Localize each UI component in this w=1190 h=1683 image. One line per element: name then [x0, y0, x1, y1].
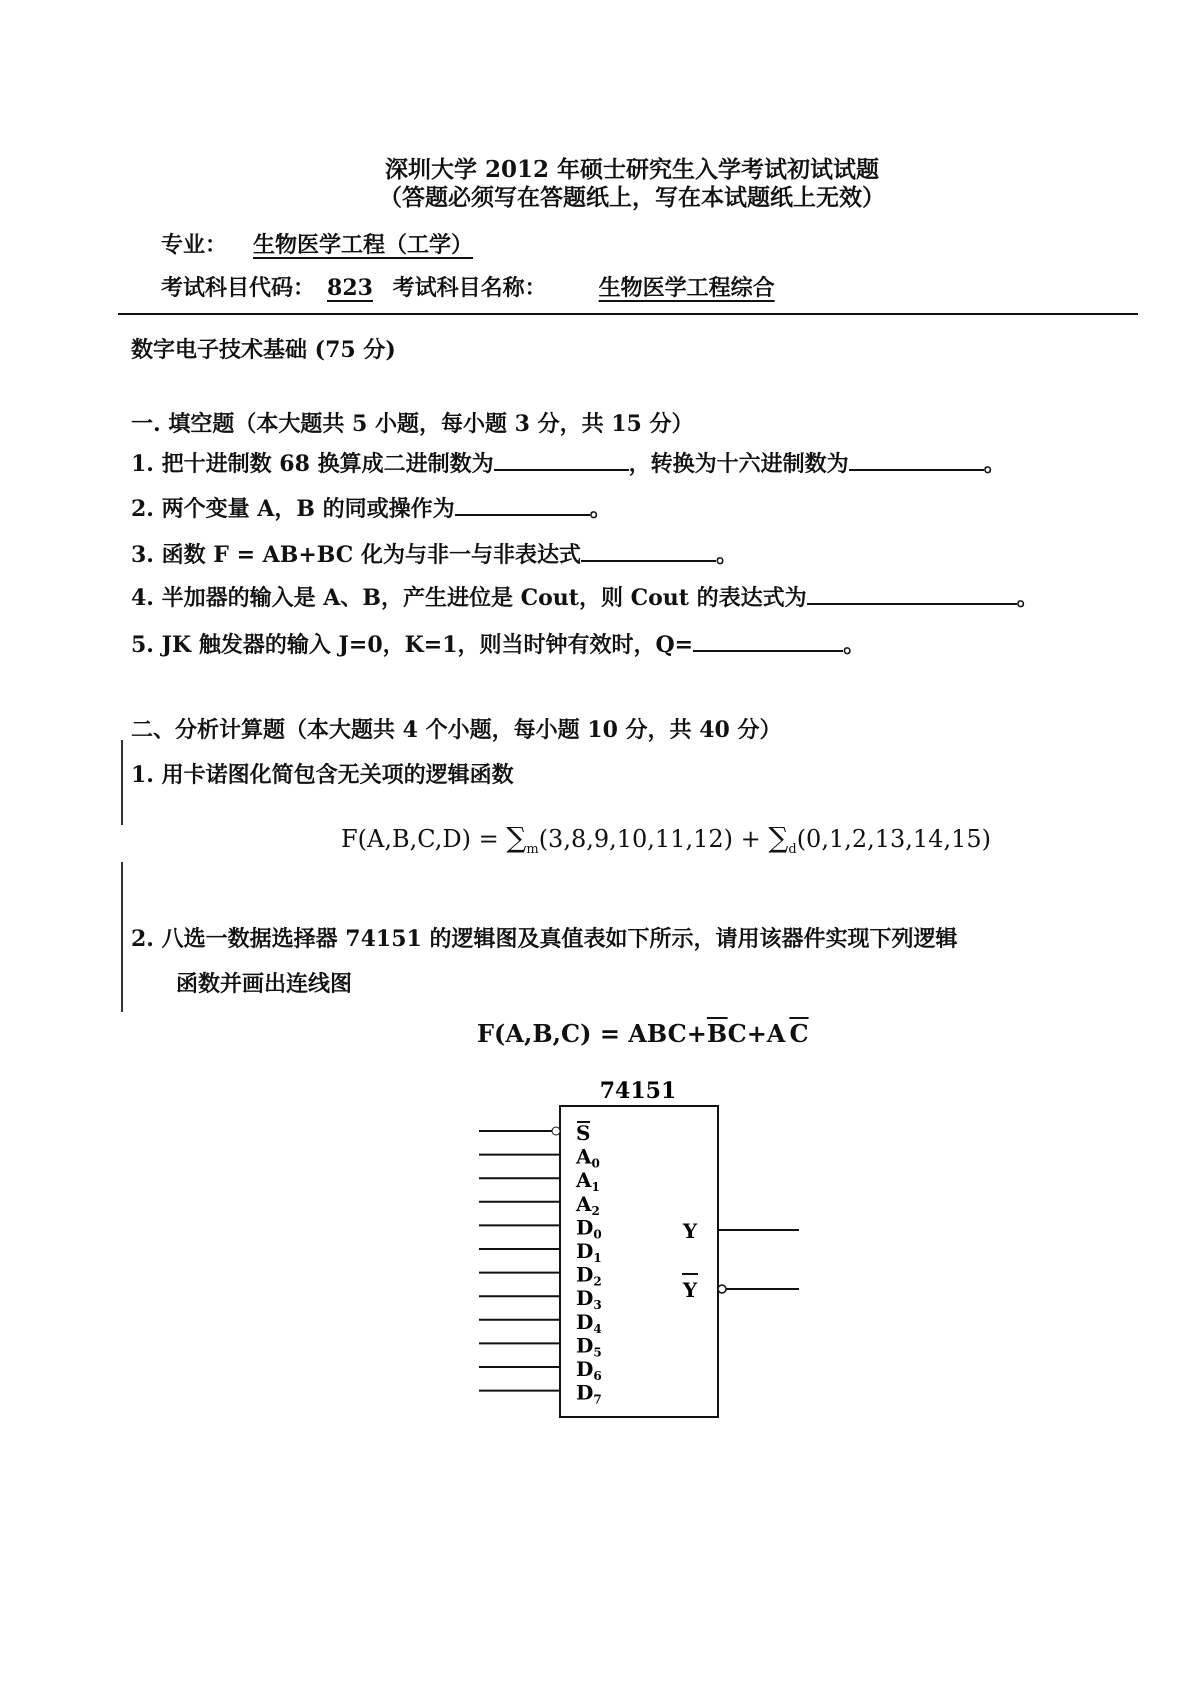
sum-symbol: ∑ — [768, 821, 789, 854]
question-number: 1. — [131, 451, 154, 477]
major-label: 专业： — [161, 232, 228, 258]
major-value: 生物医学工程（工学） — [253, 232, 474, 258]
output-y-label: Y — [682, 1219, 698, 1243]
formula-lhs: F(A,B,C,D) = — [341, 825, 507, 853]
code-label: 考试科目代码： — [161, 275, 316, 301]
pin-label-d2: $D_2$ — [576, 1262, 602, 1289]
chip-name: 74151 — [599, 1078, 677, 1104]
question-end: 。 — [1016, 585, 1039, 611]
exam-notice: （答题必须写在答题纸上，写在本试题纸上无效） — [379, 184, 885, 211]
output-ybar-label: Y — [682, 1278, 698, 1302]
pin-label-d1: $D_1$ — [576, 1239, 602, 1265]
sum-symbol: ∑ — [506, 821, 527, 854]
inversion-bubble — [718, 1285, 726, 1293]
pin-label-d7: $D_7$ — [576, 1380, 602, 1407]
pin-label-a0: $A_0$ — [576, 1144, 600, 1171]
question-text: 八选一数据选择器 74151 的逻辑图及真值表如下所示，请用该器件实现下列逻辑 — [161, 926, 958, 952]
question-text: 把十进制数 68 换算成二进制数为 — [161, 451, 494, 477]
pin-label-d5: $D_5$ — [576, 1333, 602, 1360]
question-end: 。 — [715, 542, 738, 568]
question-text: 两个变量 A，B 的同或操作为 — [161, 496, 455, 522]
exam-title: 深圳大学 2012 年硕士研究生入学考试初试试题 — [384, 156, 880, 183]
plus: + — [732, 825, 769, 853]
sum-subscript: m — [526, 841, 539, 857]
c-bar: $\overline{C}$ — [789, 1019, 809, 1048]
question-2-2-cont: 函数并画出连线图 — [176, 971, 353, 997]
b-bar: $\overline{B}$ — [706, 1019, 728, 1048]
pin-label-s: S — [576, 1121, 591, 1145]
pin-label-a1: $A_1$ — [576, 1168, 600, 1195]
question-number: 4. — [131, 585, 154, 611]
question-end: 。 — [983, 451, 1006, 477]
pin-label-d4: $D_4$ — [576, 1309, 602, 1336]
question-number: 3. — [131, 542, 154, 568]
question-end: 。 — [843, 632, 866, 658]
question-end: 。 — [589, 496, 612, 522]
question-number: 5. — [131, 632, 154, 658]
formula-lhs: F(A,B,C) = ABC+ — [477, 1019, 707, 1048]
subject-value: 生物医学工程综合 — [598, 275, 775, 301]
pin-label-d0: $D_0$ — [576, 1215, 602, 1242]
code-value: 823 — [327, 275, 373, 301]
pin-label-a2: $A_2$ — [576, 1191, 600, 1218]
question-number: 2. — [131, 926, 154, 952]
section-title: 数字电子技术基础 (75 分) — [131, 337, 396, 363]
part1-heading: 一. 填空题（本大题共 5 小题，每小题 3 分，共 15 分） — [131, 411, 694, 437]
question-text: 用卡诺图化简包含无关项的逻辑函数 — [161, 762, 514, 788]
question-text: ，转换为十六进制数为 — [628, 451, 849, 477]
sum-subscript: d — [788, 841, 797, 857]
pin-label-d6: $D_6$ — [576, 1357, 602, 1383]
question-number: 2. — [131, 496, 154, 522]
formula-mid: C+A — [727, 1019, 786, 1048]
question-number: 1. — [131, 762, 154, 788]
inversion-bubble — [552, 1127, 560, 1135]
minterms: (3,8,9,10,11,12) — [538, 825, 733, 853]
question-text: 函数 F = AB+BC 化为与非一与非表达式 — [161, 542, 581, 568]
subject-label: 考试科目名称： — [392, 275, 547, 301]
pin-label-d3: $D_3$ — [576, 1286, 602, 1313]
part2-heading: 二、分析计算题（本大题共 4 个小题，每小题 10 分，共 40 分） — [131, 717, 782, 743]
dont-cares: (0,1,2,13,14,15) — [796, 825, 991, 853]
question-text: JK 触发器的输入 J=0，K=1，则当时钟有效时，Q= — [161, 632, 694, 658]
question-text: 半加器的输入是 A、B，产生进位是 Cout，则 Cout 的表达式为 — [161, 585, 807, 611]
